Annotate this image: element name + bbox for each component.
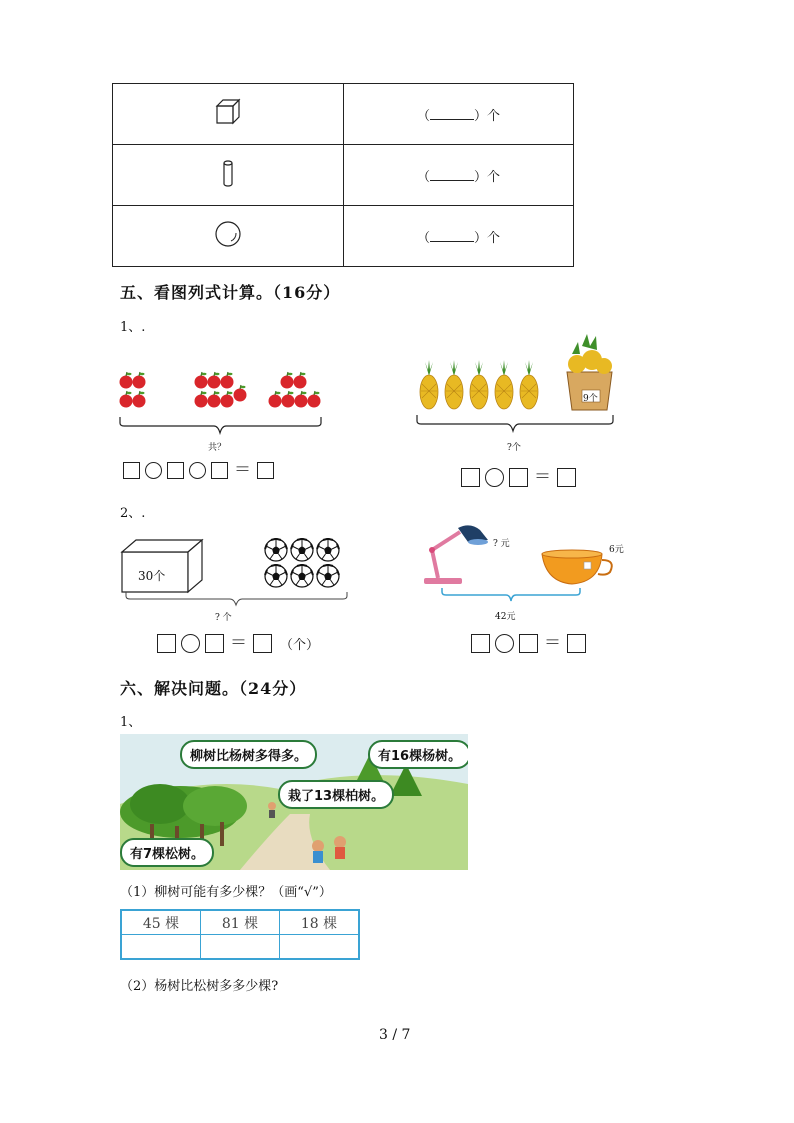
question-1-label: 1、.	[120, 320, 146, 335]
check-cell[interactable]	[280, 935, 360, 960]
answer-blank[interactable]	[430, 168, 474, 181]
brace-label: ?个	[507, 443, 521, 453]
answer-cell[interactable]: （ ）个	[344, 145, 574, 206]
answer-box[interactable]	[123, 462, 140, 479]
teacup-price: 6元	[609, 545, 624, 555]
question-2-label: 2、.	[120, 506, 146, 521]
sub-question-1: （1）柳树可能有多少棵？（画“√”）	[120, 885, 332, 900]
sphere-icon	[213, 219, 243, 249]
box-illustration	[120, 538, 210, 594]
answer-box[interactable]	[509, 468, 528, 487]
table-row	[113, 84, 574, 145]
answer-blank[interactable]	[430, 107, 474, 120]
equation-row	[122, 462, 275, 479]
lamp-price: ? 元	[493, 539, 510, 549]
park-scene	[120, 734, 468, 870]
brace-label: ? 个	[215, 613, 232, 623]
answer-box[interactable]	[471, 634, 490, 653]
equals-sign: ＝	[544, 633, 561, 653]
equation-row	[470, 634, 587, 653]
section-6-title: 六、解决问题。（24分）	[120, 679, 307, 698]
soccer-balls-illustration	[262, 538, 352, 590]
options-table	[120, 909, 360, 960]
answer-box[interactable]	[157, 634, 176, 653]
operator-circle[interactable]	[181, 634, 200, 653]
box-label: 30个	[138, 569, 166, 583]
operator-circle[interactable]	[485, 468, 504, 487]
answer-box[interactable]	[461, 468, 480, 487]
apples-illustration	[115, 365, 325, 415]
operator-circle[interactable]	[495, 634, 514, 653]
total-label: 42元	[495, 612, 516, 622]
option-label: 18 棵	[280, 910, 360, 935]
answer-box[interactable]	[567, 634, 586, 653]
sub-question-2: （2）杨树比松树多多少棵?	[120, 979, 279, 994]
answer-blank[interactable]	[430, 229, 474, 242]
answer-box[interactable]	[557, 468, 576, 487]
lamp-illustration	[418, 522, 498, 586]
left-brace-2	[124, 590, 349, 610]
operator-circle[interactable]	[189, 462, 206, 479]
operator-circle[interactable]	[145, 462, 162, 479]
check-cell[interactable]	[121, 935, 201, 960]
answer-box[interactable]	[253, 634, 272, 653]
speech-bubble-poplar: 有16棵杨树。	[368, 740, 468, 769]
table-row	[113, 206, 574, 267]
answer-box[interactable]	[211, 462, 228, 479]
answer-box[interactable]	[205, 634, 224, 653]
check-cell[interactable]	[201, 935, 280, 960]
right-brace	[415, 413, 615, 435]
table-row	[113, 145, 574, 206]
teacup-illustration	[540, 548, 620, 588]
answer-box[interactable]	[167, 462, 184, 479]
option-label: 45 棵	[121, 910, 201, 935]
equals-sign: ＝	[234, 460, 251, 480]
basket-label: 9个	[583, 394, 598, 404]
table-row	[121, 935, 359, 960]
cube-icon	[213, 97, 243, 127]
equation-row	[156, 634, 319, 653]
speech-bubble-cypress: 栽了13棵柏树。	[278, 780, 394, 809]
answer-box[interactable]	[257, 462, 274, 479]
answer-cell[interactable]: （ ）个	[344, 206, 574, 267]
shape-count-table	[112, 83, 574, 267]
answer-box[interactable]	[519, 634, 538, 653]
option-label: 81 棵	[201, 910, 280, 935]
unit-label: （个）	[280, 638, 320, 653]
left-brace	[118, 415, 323, 437]
question-1-label: 1、	[120, 715, 142, 730]
equation-row	[460, 468, 577, 487]
equals-sign: ＝	[534, 467, 551, 487]
answer-cell[interactable]: （ ）个	[344, 84, 574, 145]
speech-bubble-willow: 柳树比杨树多得多。	[180, 740, 317, 769]
speech-bubble-pine: 有7棵松树。	[120, 838, 214, 867]
brace-label: 共？	[208, 443, 227, 453]
cylinder-icon	[218, 158, 238, 188]
equals-sign: ＝	[230, 633, 247, 653]
page-number: 3 / 7	[379, 1027, 411, 1043]
section-5-title: 五、看图列式计算。（16分）	[120, 283, 341, 302]
right-brace-2	[440, 586, 582, 606]
table-row	[121, 910, 359, 935]
